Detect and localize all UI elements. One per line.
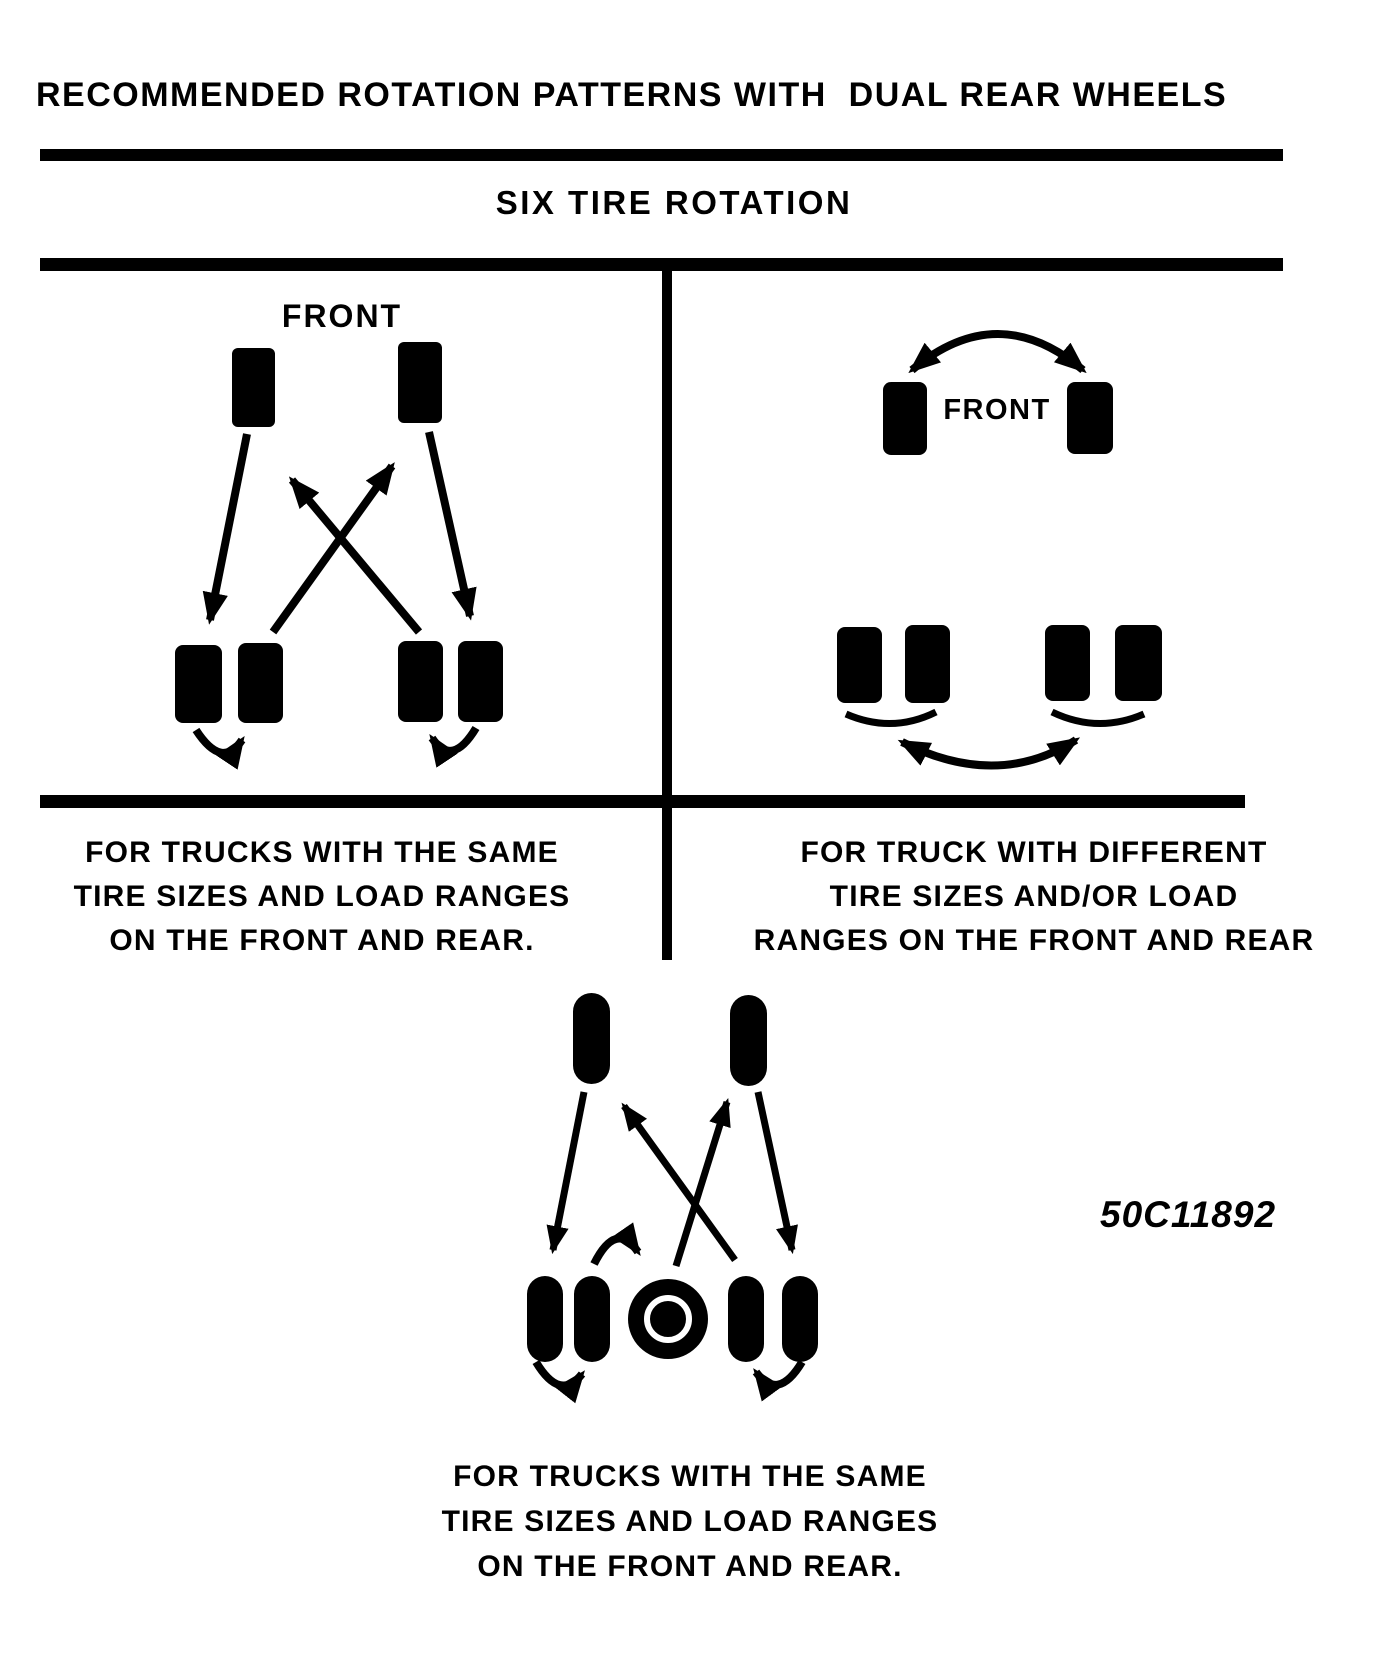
bottom-panel-graphic	[527, 993, 818, 1386]
right-caption-line2: TIRE SIZES AND/OR LOAD	[829, 880, 1239, 913]
section-header: SIX TIRE ROTATION	[495, 184, 853, 221]
right-rear-left-outer-tire	[837, 627, 882, 703]
arrow-frontright-to-rearrightouter-bottom	[758, 1092, 792, 1250]
right-front-left-tire	[883, 382, 927, 455]
right-rear-right-inner-tire	[1045, 625, 1090, 701]
spare-tire	[628, 1279, 708, 1359]
left-front-right-tire	[398, 342, 442, 423]
arrow-rearleftinner-to-frontright	[273, 466, 392, 632]
bottom-caption-line1: FOR TRUCKS WITH THE SAME	[453, 1460, 927, 1493]
arrow-swap-left-dual-pair	[196, 730, 242, 753]
front-label-right-panel: FRONT	[943, 394, 1051, 426]
horizontal-rule-mid	[40, 795, 1245, 808]
arrow-rearrightinner-to-frontleft	[292, 480, 419, 632]
panel-divider	[662, 258, 672, 960]
left-rear-right-outer-tire	[458, 641, 503, 722]
arrow-rear-pairs-swap-arc	[902, 740, 1076, 766]
horizontal-rule-top	[40, 149, 1283, 161]
bottom-front-right-tire	[730, 995, 767, 1086]
left-panel-graphic	[175, 342, 503, 753]
arrow-frontleft-to-rearleftouter-bottom	[553, 1092, 584, 1250]
bottom-rear-right-inner-tire	[728, 1276, 764, 1362]
right-caption-line1: FOR TRUCK WITH DIFFERENT	[800, 836, 1268, 869]
right-rear-left-inner-tire	[905, 625, 950, 703]
bottom-caption-line3: ON THE FRONT AND REAR.	[477, 1550, 903, 1583]
arrow-rearleftinner-to-spare	[594, 1239, 638, 1264]
arrow-front-tires-swap-arc	[912, 334, 1083, 370]
bottom-caption-line2: TIRE SIZES AND LOAD RANGES	[441, 1505, 939, 1538]
bottom-rear-right-outer-tire	[782, 1276, 818, 1362]
spare-tire-outer	[628, 1279, 708, 1359]
rear-left-pair-underline-curve	[846, 712, 936, 724]
right-caption-line3: RANGES ON THE FRONT AND REAR	[753, 924, 1315, 957]
arrow-frontright-to-rearrightouter	[429, 432, 470, 616]
bottom-rear-left-inner-tire	[574, 1276, 610, 1362]
left-rear-left-inner-tire	[238, 643, 283, 723]
arrow-swap-right-dual-pair-bottom	[756, 1362, 802, 1385]
arrow-frontleft-to-rearleftouter	[210, 434, 247, 620]
right-rear-right-outer-tire	[1115, 625, 1162, 701]
left-caption-line1: FOR TRUCKS WITH THE SAME	[85, 836, 559, 869]
left-front-left-tire	[232, 348, 275, 427]
arrow-swap-right-dual-pair	[432, 728, 476, 751]
rear-right-pair-underline-curve	[1052, 712, 1144, 724]
bottom-front-left-tire	[573, 993, 610, 1084]
left-caption-line3: ON THE FRONT AND REAR.	[109, 924, 535, 957]
front-label-left-panel: FRONT	[281, 298, 403, 334]
figure-code: 50C11892	[1100, 1194, 1277, 1235]
page-title: RECOMMENDED ROTATION PATTERNS WITH DUAL REAR WHEELS	[36, 76, 1228, 114]
left-rear-right-inner-tire	[398, 641, 443, 722]
horizontal-rule-under-section-header	[40, 258, 1283, 271]
left-caption-line2: TIRE SIZES AND LOAD RANGES	[73, 880, 571, 913]
right-front-right-tire	[1067, 382, 1113, 454]
arrow-swap-left-dual-pair-bottom	[536, 1362, 582, 1386]
left-rear-left-outer-tire	[175, 645, 222, 723]
bottom-rear-left-outer-tire	[527, 1276, 563, 1362]
